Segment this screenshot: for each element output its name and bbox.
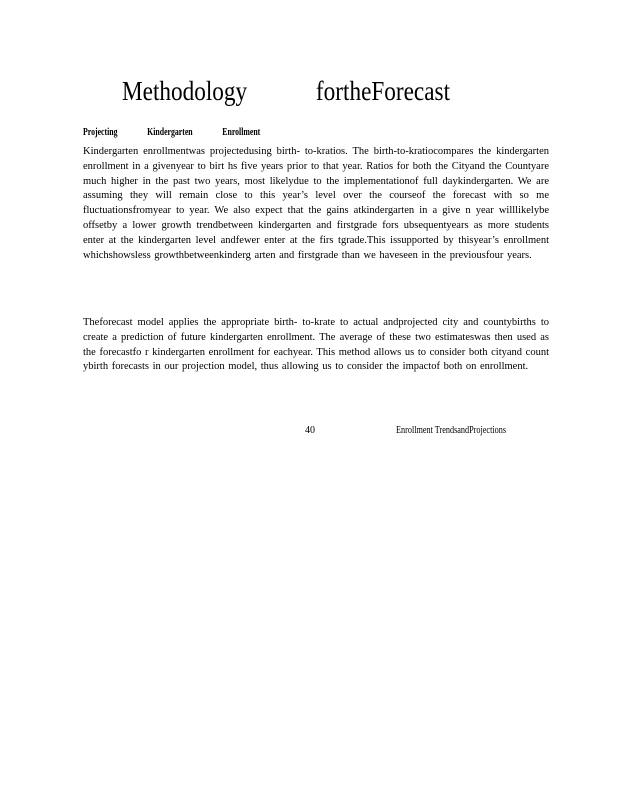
running-footer: Enrollment TrendsandProjections [396,425,507,436]
paragraph-1: Kindergarten enrollmentwas projectedusing birth- to-kratios. The birth-to-kratiocompares the kindergarten enrollment in a givenyear to birt hs five years prior to that year. Ratios for both the Cityand the Countyare much higher in the past two years, most likelydue to the implementationof full daykindergarten. We are assuming they will remain close to this year’s level over the courseof the forecast with so me fluctuationsfromyear to year. We also expect that the gains atkindergarten in a give n year willlikelybe offsetby a lower growth trendbetween kindergarten and firstgrade fors ubsequentyears as more students enter at the kindergarten level andfewer enter at the firs tgrade.This issupported by thisyear’s enrollment whichshowsless growthbetweenkinderg arten and firstgrade than we haveseen in the previousfour years. [83,146,549,261]
section-heading-word-3: Enrollment [222,127,261,138]
section-heading-word-2: Kindergarten [147,127,193,138]
section-heading [83,127,260,138]
section-heading-word-1: Projecting [83,127,118,138]
page-title [122,74,451,108]
page-number: 40 [305,425,315,436]
title-part-2: fortheForecast [315,76,451,106]
paragraph-2: Theforecast model applies the appropriate birth- to-krate to actual andprojected city and countybirths to create a prediction of future kindergarten enrollment. The average of these two estimateswas then used as the forecastfo r kindergarten enrollment for eachyear. This method allows us to consider both cityand count ybirth forecasts in our projection model, thus allowing us to consider the impactof both on enrollment. [83,317,549,373]
title-part-1: Methodology [122,76,248,106]
